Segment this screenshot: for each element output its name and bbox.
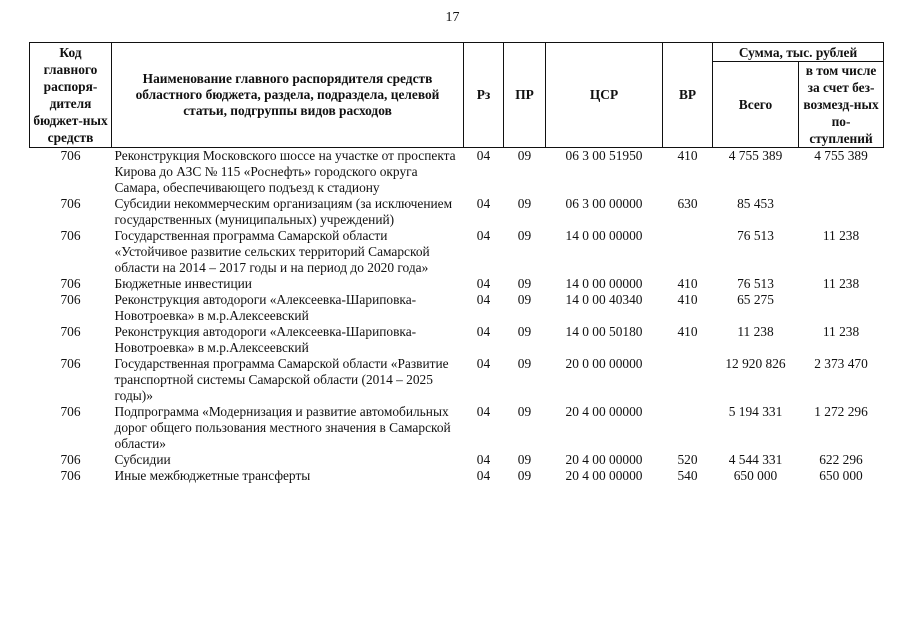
row-csr: 20 4 00 00000 (565, 404, 643, 419)
row-vr: 520 (677, 452, 698, 467)
header-rz: Рз (464, 43, 504, 148)
row-vr: 410 (677, 276, 698, 291)
row-code: 706 (60, 324, 81, 339)
table-row (30, 404, 884, 452)
row-code: 706 (60, 404, 81, 419)
row-csr: 20 0 00 00000 (565, 356, 643, 371)
row-code: 706 (60, 196, 81, 211)
row-total: 65 275 (737, 292, 774, 307)
row-pr: 09 (517, 228, 532, 243)
row-total: 11 238 (737, 324, 774, 339)
row-name: Государственная программа Самарской области «Развитие транспортной системы Самарской области (2014 – 2025 годы)» (114, 356, 449, 403)
row-total: 650 000 (733, 468, 778, 483)
row-total: 4 544 331 (728, 452, 783, 467)
row-total: 76 513 (737, 228, 774, 243)
row-csr: 14 0 00 40340 (565, 292, 643, 307)
table-row (30, 356, 884, 404)
row-name: Реконструкция автодороги «Алексеевка-Шариповка-Новотроевка» в м.р.Алексеевский (114, 292, 417, 323)
row-code: 706 (60, 148, 81, 163)
row-total: 85 453 (737, 196, 774, 211)
row-pr: 09 (517, 468, 532, 483)
table-row (30, 276, 884, 292)
row-including (799, 196, 884, 228)
row-name: Иные межбюджетные трансферты (114, 468, 311, 483)
row-code: 706 (60, 452, 81, 467)
header-total: Всего (713, 62, 799, 148)
row-rz: 04 (476, 404, 491, 419)
row-csr: 06 3 00 51950 (565, 148, 643, 163)
page-number: 17 (445, 10, 460, 25)
table-row (30, 324, 884, 356)
row-name: Государственная программа Самарской области «Устойчивое развитие сельских территорий Самарской области на 2014 – 2017 годы и на период до 2020 года» (114, 228, 430, 275)
row-including: 11 238 (822, 276, 860, 291)
row-vr: 540 (677, 468, 698, 483)
row-pr: 09 (517, 356, 532, 371)
row-name: Подпрограмма «Модернизация и развитие автомобильных дорог общего пользования местного значения в Самарской области» (114, 404, 451, 451)
row-name: Реконструкция Московского шоссе на участке от проспекта Кирова до АЗС № 115 «Роснефть» городского округа Самара, обеспечивающего подъезд к стадиону (114, 148, 456, 195)
row-vr (663, 404, 713, 452)
header-code: Код главного распоря-дителя бюджет-ных средств (30, 43, 112, 148)
table-row (30, 292, 884, 324)
header-csr: ЦСР (546, 43, 663, 148)
row-pr: 09 (517, 148, 532, 163)
row-pr: 09 (517, 276, 532, 291)
row-name: Субсидии (114, 452, 171, 467)
row-including: 622 296 (819, 452, 863, 467)
header-sum: Сумма, тыс. рублей (713, 43, 884, 62)
table-row (30, 148, 884, 197)
row-vr: 410 (677, 324, 698, 339)
row-including: 650 000 (819, 468, 863, 483)
row-code: 706 (60, 228, 81, 243)
row-including: 11 238 (822, 228, 860, 243)
row-name: Бюджетные инвестиции (114, 276, 252, 291)
row-csr: 20 4 00 00000 (565, 468, 643, 483)
row-rz: 04 (476, 196, 491, 211)
table-row (30, 452, 884, 468)
row-vr: 410 (677, 292, 698, 307)
header-name: Наименование главного распорядителя средств областного бюджета, раздела, подраздела, целевой статьи, подгруппы видов расходов (112, 43, 464, 148)
row-csr: 14 0 00 00000 (565, 228, 643, 243)
row-name: Реконструкция автодороги «Алексеевка-Шариповка-Новотроевка» в м.р.Алексеевский (114, 324, 417, 355)
row-pr: 09 (517, 452, 532, 467)
row-code: 706 (60, 292, 81, 307)
row-rz: 04 (476, 452, 491, 467)
row-including: 11 238 (822, 324, 860, 339)
row-including (799, 292, 884, 324)
row-csr: 14 0 00 00000 (565, 276, 643, 291)
row-rz: 04 (476, 468, 491, 483)
row-including: 2 373 470 (814, 356, 868, 371)
row-name: Субсидии некоммерческим организациям (за исключением государственных (муниципальных) учреждений) (114, 196, 453, 227)
row-vr (663, 228, 713, 276)
row-rz: 04 (476, 148, 491, 163)
row-rz: 04 (476, 292, 491, 307)
row-pr: 09 (517, 404, 532, 419)
header-row (30, 43, 884, 62)
row-vr (663, 356, 713, 404)
table-row (30, 468, 884, 484)
row-pr: 09 (517, 196, 532, 211)
row-total: 76 513 (737, 276, 774, 291)
row-including: 4 755 389 (814, 148, 868, 163)
table-row (30, 196, 884, 228)
row-total: 4 755 389 (728, 148, 783, 163)
row-including: 1 272 296 (814, 404, 868, 419)
header-vr: ВР (663, 43, 713, 148)
row-rz: 04 (476, 356, 491, 371)
header-including: в том числе за счет без-возмезд-ных по-ступлений (799, 62, 884, 148)
table-row (30, 228, 884, 276)
row-code: 706 (60, 468, 81, 483)
row-code: 706 (60, 276, 81, 291)
row-pr: 09 (517, 292, 532, 307)
row-rz: 04 (476, 324, 491, 339)
row-vr: 630 (677, 196, 698, 211)
row-rz: 04 (476, 228, 491, 243)
row-rz: 04 (476, 276, 491, 291)
row-csr: 06 3 00 00000 (565, 196, 643, 211)
row-code: 706 (60, 356, 81, 371)
header-pr: ПР (504, 43, 546, 148)
row-total: 12 920 826 (725, 356, 786, 371)
row-csr: 14 0 00 50180 (565, 324, 643, 339)
row-vr: 410 (677, 148, 698, 163)
budget-table (29, 42, 884, 484)
row-csr: 20 4 00 00000 (565, 452, 643, 467)
row-total: 5 194 331 (728, 404, 783, 419)
row-pr: 09 (517, 324, 532, 339)
